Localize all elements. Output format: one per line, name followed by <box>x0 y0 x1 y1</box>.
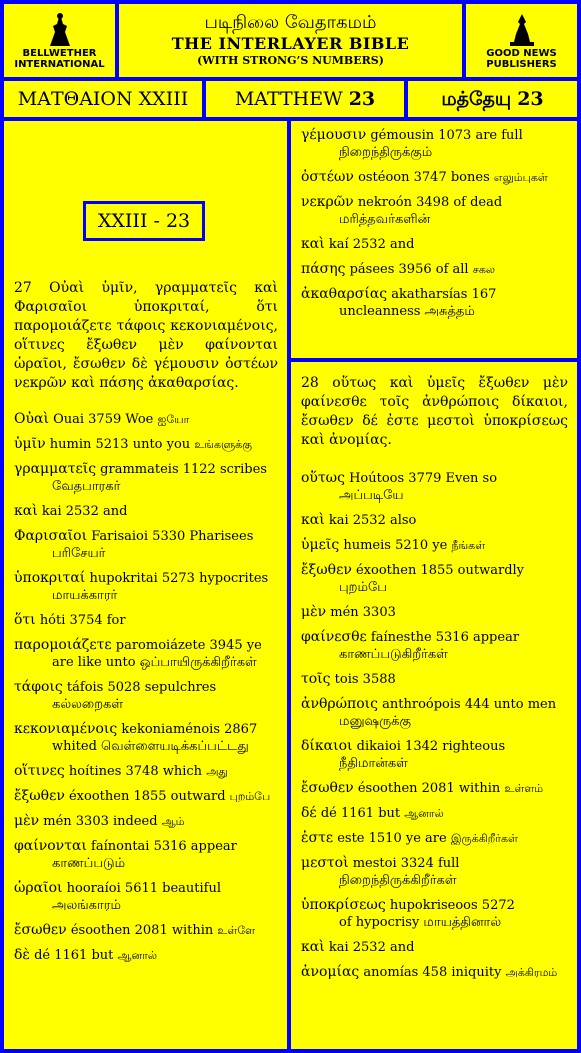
transliteration-strongs-gloss: kai 2532 and <box>41 504 128 519</box>
greek-word: ὡραῖοι <box>14 880 63 896</box>
greek-word: πάσης <box>301 261 346 277</box>
transliteration-strongs-gloss: nekroón 3498 of dead <box>357 195 503 210</box>
transliteration-strongs-gloss: mén 3303 <box>330 605 396 620</box>
word-entry <box>301 805 568 822</box>
transliteration-strongs-gloss: hupokriseoos 5272 <box>389 898 515 913</box>
continuation-line: பரிசேயர் <box>52 546 106 561</box>
transliteration-strongs-gloss: gémousin 1073 are full <box>370 128 523 143</box>
transliteration-strongs-gloss: faínesthe 5316 appear <box>370 630 520 645</box>
bellwether-logo-icon <box>45 12 75 48</box>
left-column <box>4 121 287 1049</box>
tamil-gloss: அது <box>206 765 228 778</box>
greek-word: φαίνονται <box>14 838 87 854</box>
greek-word: τάφοις <box>14 679 63 695</box>
transliteration-strongs-gloss: anomías 458 iniquity <box>363 965 502 980</box>
transliteration-strongs-gloss: ésoothen 2081 within <box>70 923 214 938</box>
word-entry <box>14 813 278 830</box>
word-entry <box>14 411 278 428</box>
continuation-line: are like unto ஒப்பாயிருக்கிறீர்கள் <box>52 655 257 670</box>
transliteration-strongs-gloss: mén 3303 indeed <box>43 814 158 829</box>
continuation-line: புறம்பே <box>339 580 387 595</box>
word-entry <box>301 696 568 730</box>
greek-word: ἔξωθεν <box>301 562 352 578</box>
tamil-gloss: இருக்கிறீர்கள் <box>450 832 518 845</box>
continuation-line: காணப்படும் <box>52 856 126 871</box>
word-entry <box>14 461 278 495</box>
greek-word: καὶ <box>301 236 325 252</box>
continuation-line: of hypocrisy மாயத்தினால் <box>339 915 502 930</box>
word-entry <box>14 679 278 713</box>
word-entry <box>14 503 278 520</box>
greek-word: καὶ <box>301 939 325 955</box>
tamil-gloss: எலும்புகள் <box>493 171 548 184</box>
greek-word: κεκονιαμένοις <box>14 721 118 737</box>
greek-word: ἀκαθαρσίας <box>301 286 388 302</box>
word-entry <box>14 570 278 604</box>
transliteration-strongs-gloss: dé 1161 but <box>320 806 401 821</box>
tamil-gloss: ஆனால் <box>404 807 444 820</box>
greek-word: ἔξωθεν <box>14 788 65 804</box>
transliteration-strongs-gloss: grammateis 1122 scribes <box>100 462 267 477</box>
word-entry <box>14 838 278 872</box>
verse-27-text: 27 Οὐαὶ ὑμῖν, γραμματεῖς καὶ Φαρισαῖοι ὑποκριταί, ὅτι παρομοιάζετε τάφοις κεκονιαμένοις, οἵτινες ἔξωθεν μὲν φαίνονται ὡραῖοι, ἔσωθεν δὲ γέμουσιν ὀστέων νεκρῶν καὶ πάσης ἀκαθαρσίας. <box>14 280 278 391</box>
tamil-gloss: உங்களுக்கு <box>194 438 252 451</box>
word-entry <box>301 286 568 320</box>
word-entry <box>301 855 568 889</box>
title-main: THE INTERLAYER BIBLE <box>171 34 410 53</box>
word-entry <box>301 897 568 931</box>
title-sub: (WITH STRONG’S NUMBERS) <box>197 54 384 67</box>
right-top-column <box>291 121 577 358</box>
greek-word: καὶ <box>14 503 38 519</box>
right-logo-text: GOOD NEWS PUBLISHERS <box>486 47 557 70</box>
verse-28-text: 28 οὕτως καὶ ὑμεῖς ἔξωθεν μὲν φαίνεσθε τοῖς ἀνθρώποις δίκαιοι, ἔσωθεν δέ ἐστε μεστοὶ ὑποκρίσεως καὶ ἀνομίας. <box>301 375 568 448</box>
transliteration-strongs-gloss: kai 2532 also <box>328 513 417 528</box>
word-entry <box>14 721 278 755</box>
greek-word: τοῖς <box>301 671 331 687</box>
word-entry <box>14 528 278 562</box>
word-entry <box>301 830 568 847</box>
left-logo-panel <box>4 4 115 77</box>
tamil-gloss: புறம்பே <box>229 790 271 803</box>
word-entry <box>301 169 568 186</box>
right-top-word-list <box>301 127 568 320</box>
transliteration-strongs-gloss: hupokritai 5273 hypocrites <box>89 571 269 586</box>
tamil-gloss: ஐயோ <box>157 413 190 426</box>
greek-word: νεκρῶν <box>301 194 354 210</box>
continuation-line: காணப்படுகிறீர்கள் <box>339 647 448 662</box>
greek-word: δέ <box>301 805 317 821</box>
greek-word: ἀνθρώποις <box>301 696 378 712</box>
tamil-gloss: ஆனால் <box>117 949 157 962</box>
greek-word: ὑμῖν <box>14 436 46 452</box>
transliteration-strongs-gloss: mestoi 3324 full <box>352 856 460 871</box>
good-news-logo-icon <box>507 12 537 48</box>
greek-word: ἐστε <box>301 830 334 846</box>
transliteration-strongs-gloss: faínontai 5316 appear <box>91 839 237 854</box>
continuation-line: கல்லறைகள் <box>52 697 124 712</box>
continuation-line: மனுஷருக்கு <box>339 714 411 729</box>
transliteration-strongs-gloss: pásees 3956 of all <box>349 262 469 277</box>
transliteration-strongs-gloss: táfois 5028 sepulchres <box>66 680 217 695</box>
word-entry <box>14 612 278 629</box>
greek-word: ὑποκριταί <box>14 570 86 586</box>
transliteration-strongs-gloss: tois 3588 <box>334 672 396 687</box>
word-entry <box>301 194 568 228</box>
word-entry <box>14 637 278 671</box>
tamil-gloss: உள்ளம் <box>504 782 544 795</box>
word-entry <box>14 922 278 939</box>
word-entry <box>301 470 568 504</box>
greek-word: δίκαιοι <box>301 738 353 754</box>
continuation-line: நீதிமான்கள் <box>339 756 408 771</box>
word-entry <box>14 788 278 805</box>
continuation-line: வேதபாரகர் <box>52 479 121 494</box>
left-logo-text: BELLWETHER INTERNATIONAL <box>14 47 105 70</box>
transliteration-strongs-gloss: humin 5213 unto you <box>49 437 191 452</box>
tamil-gloss: அக்கிரமம் <box>505 966 558 979</box>
right-bottom-word-list <box>301 470 568 981</box>
tamil-gloss: உள்ளே <box>217 924 256 937</box>
title-tamil: படிநிலை வேதாகமம் <box>204 12 377 33</box>
greek-word: ὑποκρίσεως <box>301 897 386 913</box>
word-entry <box>301 629 568 663</box>
greek-word: μὲν <box>14 813 40 829</box>
word-entry <box>14 947 278 964</box>
chapter-greek: ΜΑΤΘΑΙΟΝ XXIII <box>4 81 202 117</box>
transliteration-strongs-gloss: hooraíoi 5611 beautiful <box>66 881 221 896</box>
greek-word: μὲν <box>301 604 327 620</box>
right-logo-panel <box>466 4 577 77</box>
word-entry <box>301 604 568 621</box>
transliteration-strongs-gloss: paromoiázete 3945 ye <box>115 638 262 653</box>
continuation-line: அலங்காரம் <box>52 898 121 913</box>
transliteration-strongs-gloss: éxoothen 1855 outwardly <box>355 563 525 578</box>
word-entry <box>301 964 568 981</box>
word-entry <box>14 880 278 914</box>
word-entry <box>301 512 568 529</box>
word-entry <box>301 671 568 688</box>
continuation-line: மரித்தவர்களின் <box>339 212 431 227</box>
greek-word: Φαρισαῖοι <box>14 528 88 544</box>
transliteration-strongs-gloss: anthroópois 444 unto men <box>382 697 557 712</box>
greek-word: μεστοὶ <box>301 855 349 871</box>
greek-word: δὲ <box>14 947 30 963</box>
continuation-line: அப்படியே <box>339 488 404 503</box>
tamil-gloss: நீங்கள் <box>451 539 486 552</box>
title-panel <box>119 4 462 77</box>
greek-word: ὀστέων <box>301 169 354 185</box>
transliteration-strongs-gloss: dé 1161 but <box>34 948 114 963</box>
continuation-line: whited வெள்ளையடிக்கப்பட்டது <box>52 739 249 754</box>
word-entry <box>14 436 278 453</box>
word-entry <box>301 939 568 956</box>
continuation-line: uncleanness அசுத்தம் <box>339 304 475 319</box>
greek-word: οἵτινες <box>14 763 65 779</box>
word-entry <box>14 763 278 780</box>
word-entry <box>301 261 568 278</box>
word-entry <box>301 537 568 554</box>
word-entry <box>301 738 568 772</box>
transliteration-strongs-gloss: humeis 5210 ye <box>343 538 448 553</box>
greek-word: παρομοιάζετε <box>14 637 112 653</box>
transliteration-strongs-gloss: kaí 2532 and <box>328 237 415 252</box>
transliteration-strongs-gloss: hóti 3754 for <box>39 613 126 628</box>
word-entry <box>301 780 568 797</box>
greek-word: Οὐαὶ <box>14 411 49 427</box>
continuation-line: நிறைந்திருக்கும் <box>339 145 433 160</box>
transliteration-strongs-gloss: este 1510 ye are <box>337 831 447 846</box>
continuation-line: நிறைந்திருக்கிறீர்கள் <box>339 873 457 888</box>
greek-word: ἔσωθεν <box>14 922 67 938</box>
right-bottom-column <box>291 362 577 1049</box>
chapter-english: MATTHEW 23 <box>206 81 404 117</box>
transliteration-strongs-gloss: Ouai 3759 Woe <box>53 412 154 427</box>
transliteration-strongs-gloss: kai 2532 and <box>328 940 415 955</box>
transliteration-strongs-gloss: dikaioi 1342 righteous <box>356 739 506 754</box>
chapter-tamil: மத்தேயு 23 <box>408 81 577 117</box>
tamil-gloss: ஆம் <box>161 815 185 828</box>
transliteration-strongs-gloss: akatharsías 167 <box>391 287 497 302</box>
greek-word: γέμουσιν <box>301 127 367 143</box>
transliteration-strongs-gloss: Farisaioi 5330 Pharisees <box>91 529 254 544</box>
transliteration-strongs-gloss: ésoothen 2081 within <box>357 781 501 796</box>
greek-word: ἔσωθεν <box>301 780 354 796</box>
greek-word: καὶ <box>301 512 325 528</box>
word-entry <box>301 562 568 596</box>
greek-word: φαίνεσθε <box>301 629 367 645</box>
greek-word: οὕτως <box>301 470 345 486</box>
transliteration-strongs-gloss: Hoútoos 3779 Even so <box>349 471 498 486</box>
transliteration-strongs-gloss: kekoniaménois 2867 <box>121 722 258 737</box>
transliteration-strongs-gloss: ostéoon 3747 bones <box>358 170 490 185</box>
tamil-gloss: சகல <box>472 263 495 276</box>
greek-word: ὑμεῖς <box>301 537 340 553</box>
greek-word: γραμματεῖς <box>14 461 97 477</box>
continuation-line: மாயக்காரர் <box>52 588 118 603</box>
transliteration-strongs-gloss: éxoothen 1855 outward <box>68 789 226 804</box>
word-entry <box>301 236 568 253</box>
word-entry <box>301 127 568 161</box>
greek-word: ἀνομίας <box>301 964 360 980</box>
greek-word: ὅτι <box>14 612 36 628</box>
chapter-verse-badge: XXIII - 23 <box>83 201 205 241</box>
transliteration-strongs-gloss: hoítines 3748 which <box>68 764 203 779</box>
left-word-list <box>14 411 278 964</box>
